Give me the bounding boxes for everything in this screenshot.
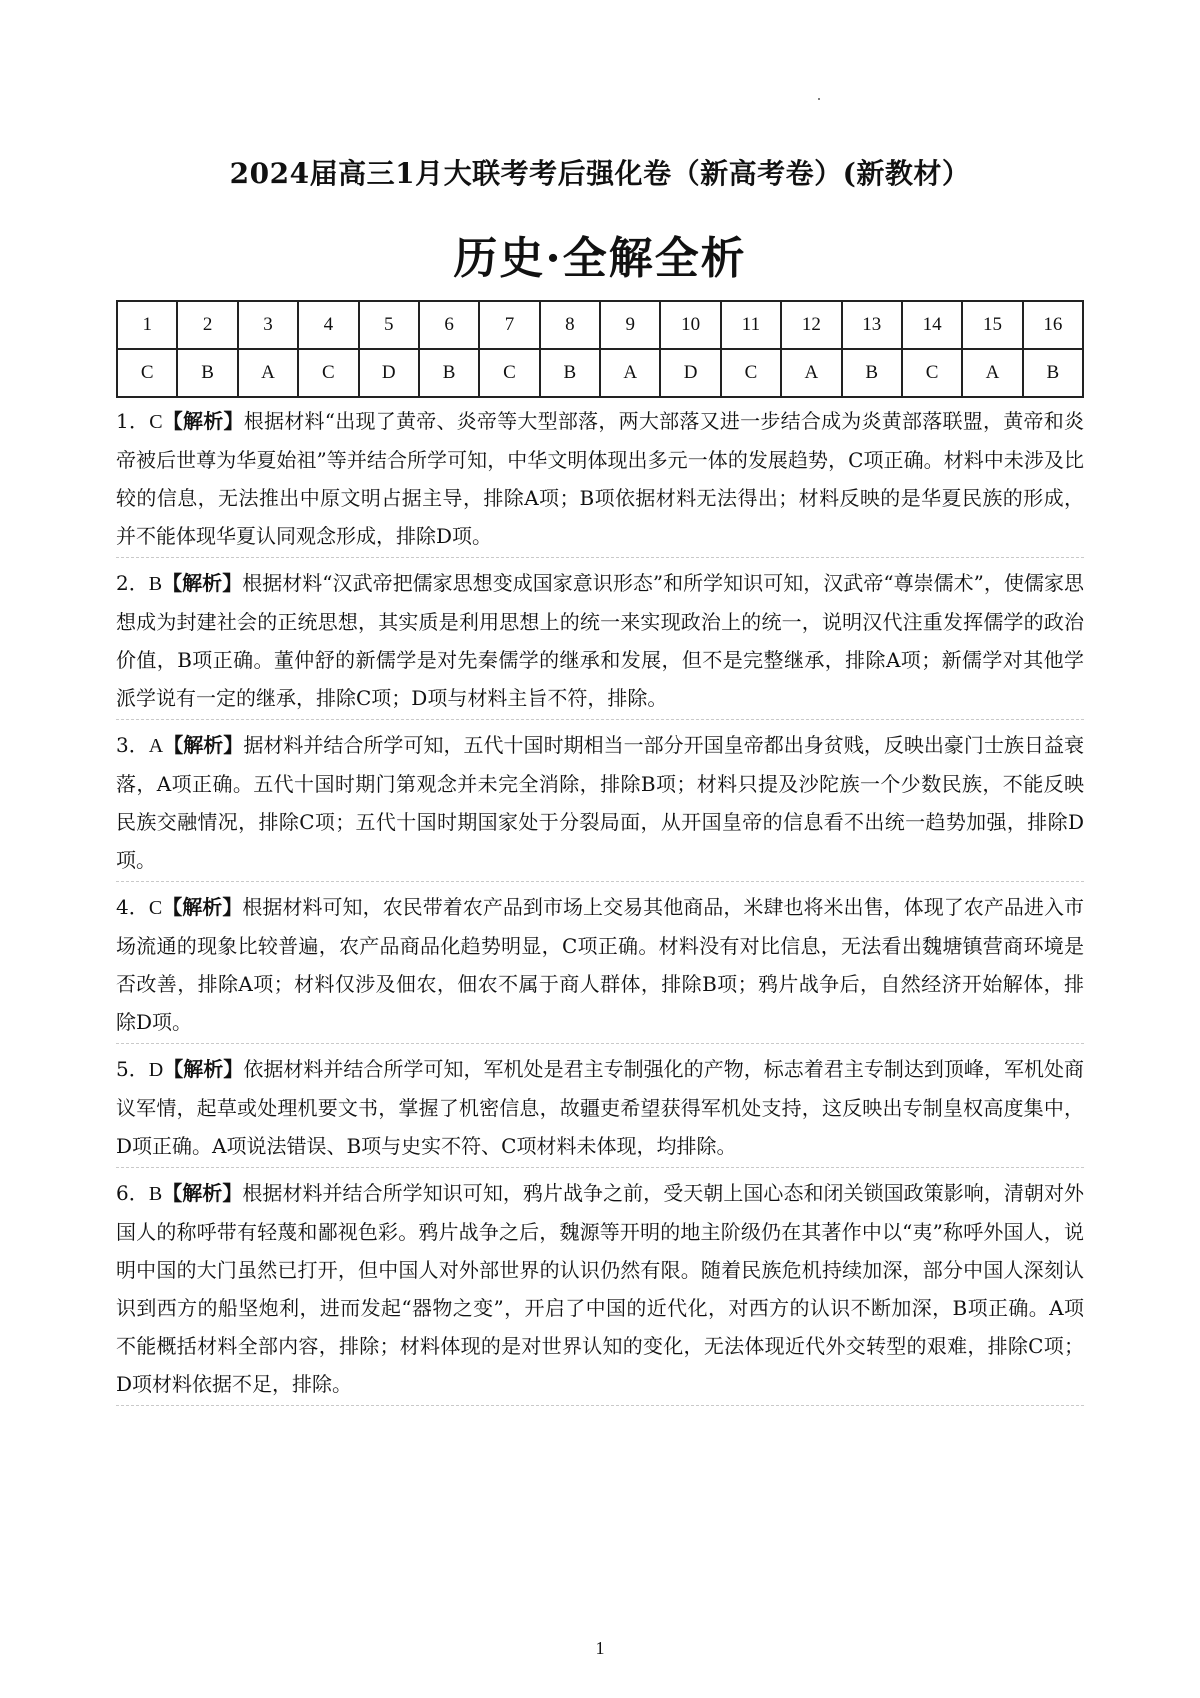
analysis-text: 依据材料并结合所学可知，军机处是君主专制强化的产物，标志着君主专制达到顶峰，军机处商议军情，起草或处理机要文书，掌握了机密信息，故疆吏希望获得军机处支持，这反映出专制皇权高度集中，D项正确。A项说法错误、B项与史实不符、C项材料未体现，均排除。 — [116, 1057, 1085, 1158]
answer-table — [116, 300, 1084, 398]
question-number-cell: 16 — [1023, 301, 1083, 349]
correct-answer: C — [148, 897, 163, 919]
scan-speck — [818, 98, 820, 100]
question-number-cell: 12 — [781, 301, 841, 349]
analysis-item-4 — [116, 888, 1084, 1044]
analysis-item-6 — [116, 1174, 1084, 1406]
answer-cell: B — [842, 349, 902, 397]
answer-cell: B — [419, 349, 479, 397]
question-number-cell: 5 — [359, 301, 419, 349]
answer-cell: D — [660, 349, 720, 397]
correct-answer: C — [149, 411, 163, 433]
question-number: 4． — [116, 895, 149, 919]
analysis-tag: 【解析】 — [163, 1057, 244, 1081]
answer-cell: B — [1023, 349, 1083, 397]
correct-answer: B — [148, 1183, 163, 1205]
analysis-text: 根据材料并结合所学知识可知，鸦片战争之前，受天朝上国心态和闭关锁国政策影响，清朝对外国人的称呼带有轻蔑和鄙视色彩。鸦片战争之后，魏源等开明的地主阶级仍在其著作中以“夷”称呼外国人，说明中国的大门虽然已打开，但中国人对外部世界的认识仍然有限。随着民族危机持续加深，部分中国人深刻认识到西方的船坚炮利，进而发起“器物之变”，开启了中国的近代化，对西方的认识不断加深，B项正确。A项不能概括材料全部内容，排除；材料体现的是对世界认知的变化，无法体现近代外交转型的艰难，排除C项；D项材料依据不足，排除。 — [116, 1181, 1085, 1396]
answer-cell: A — [238, 349, 298, 397]
question-number: 5． — [116, 1057, 149, 1081]
answer-cell: C — [902, 349, 962, 397]
analysis-item-2 — [116, 564, 1084, 720]
analysis-text: 根据材料可知，农民带着农产品到市场上交易其他商品，米肆也将米出售，体现了农产品进入市场流通的现象比较普遍，农产品商品化趋势明显，C项正确。材料没有对比信息，无法看出魏塘镇营商环境是否改善，排除A项；材料仅涉及佃农，佃农不属于商人群体，排除B项；鸦片战争后，自然经济开始解体，排除D项。 — [116, 895, 1085, 1034]
analysis-tag: 【解析】 — [162, 409, 244, 433]
analysis-tag: 【解析】 — [162, 1181, 243, 1205]
analysis-item-5 — [116, 1050, 1084, 1168]
question-number-cell: 1 — [117, 301, 177, 349]
analysis-text: 根据材料“汉武帝把儒家思想变成国家意识形态”和所学知识可知，汉武帝“尊崇儒术”，使儒家思想成为封建社会的正统思想，其实质是利用思想上的统一来实现政治上的统一，说明汉代注重发挥儒学的政治价值，B项正确。董仲舒的新儒学是对先秦儒学的继承和发展，但不是完整继承，排除A项；新儒学对其他学派学说有一定的继承，排除C项；D项与材料主旨不符，排除。 — [116, 571, 1084, 710]
question-number-cell: 9 — [600, 301, 660, 349]
analysis-text: 根据材料“出现了黄帝、炎帝等大型部落，两大部落又进一步结合成为炎黄部落联盟，黄帝和炎帝被后世尊为华夏始祖”等并结合所学可知，中华文明体现出多元一体的发展趋势，C项正确。材料中未涉及比较的信息，无法推出中原文明占据主导，排除A项；B项依据材料无法得出；材料反映的是华夏民族的形成，并不能体现华夏认同观念形成，排除D项。 — [116, 409, 1084, 548]
answer-cell: D — [359, 349, 419, 397]
question-number-cell: 4 — [298, 301, 358, 349]
question-number: 2． — [116, 571, 149, 595]
analysis-tag: 【解析】 — [162, 895, 243, 919]
answer-cell: B — [177, 349, 237, 397]
answer-cell: B — [540, 349, 600, 397]
question-number-row — [117, 301, 1083, 349]
correct-answer: D — [148, 1059, 164, 1081]
question-number: 1． — [116, 409, 150, 433]
question-number-cell: 3 — [238, 301, 298, 349]
answer-row — [117, 349, 1083, 397]
question-number-cell: 13 — [842, 301, 902, 349]
question-number-cell: 14 — [902, 301, 962, 349]
answer-cell: A — [962, 349, 1022, 397]
analysis-item-1 — [116, 402, 1084, 558]
answer-cell: A — [781, 349, 841, 397]
analysis-section — [116, 402, 1084, 1412]
question-number-cell: 6 — [419, 301, 479, 349]
page-number: 1 — [595, 1638, 605, 1658]
analysis-tag: 【解析】 — [163, 733, 244, 757]
question-number-cell: 2 — [177, 301, 237, 349]
question-number-cell: 8 — [540, 301, 600, 349]
analysis-text: 据材料并结合所学可知，五代十国时期相当一部分开国皇帝都出身贫贱，反映出豪门士族日益衰落，A项正确。五代十国时期门第观念并未完全消除，排除B项；材料只提及沙陀族一个少数民族，不能反映民族交融情况，排除C项；五代十国时期国家处于分裂局面，从开国皇帝的信息看不出统一趋势加强，排除D项。 — [116, 733, 1085, 872]
correct-answer: B — [148, 573, 163, 595]
answer-cell: C — [117, 349, 177, 397]
analysis-item-3 — [116, 726, 1084, 882]
question-number-cell: 7 — [479, 301, 539, 349]
analysis-tag: 【解析】 — [162, 571, 243, 595]
answer-cell: A — [600, 349, 660, 397]
answer-cell: C — [298, 349, 358, 397]
question-number-cell: 11 — [721, 301, 781, 349]
question-number: 3． — [116, 733, 149, 757]
exam-subtitle: 2024届高三1月大联考考后强化卷（新高考卷）(新教材） — [229, 157, 971, 190]
answer-cell: C — [721, 349, 781, 397]
page-title: 历史·全解全析 — [453, 233, 747, 284]
question-number-cell: 10 — [660, 301, 720, 349]
answer-cell: C — [479, 349, 539, 397]
question-number-cell: 15 — [962, 301, 1022, 349]
question-number: 6． — [116, 1181, 149, 1205]
correct-answer: A — [148, 735, 164, 757]
